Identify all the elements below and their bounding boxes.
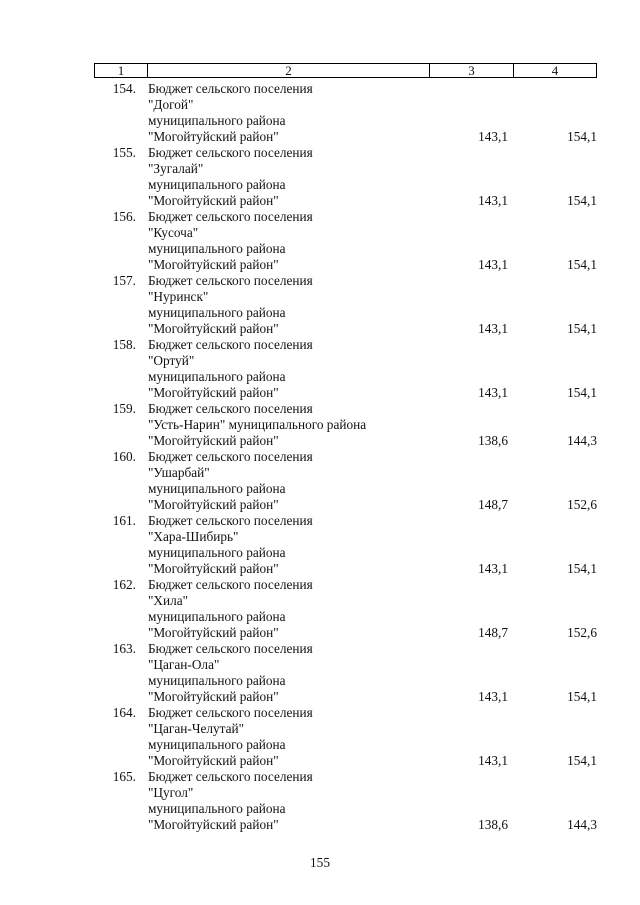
table-row (94, 705, 597, 769)
row-name: Бюджет сельского поселения "Нуринск" муниципального района "Могойтуйский район" (148, 273, 313, 336)
row-value-col3: 143,1 (478, 321, 508, 336)
row-number: 163. (112, 641, 136, 656)
table-row (94, 81, 597, 145)
table-row (94, 145, 597, 209)
row-number: 159. (112, 401, 136, 416)
row-name: Бюджет сельского поселения "Ушарбай" муниципального района "Могойтуйский район" (148, 449, 313, 512)
row-value-col3: 138,6 (478, 817, 508, 832)
table-row (94, 337, 597, 401)
row-number: 162. (112, 577, 136, 592)
row-name: Бюджет сельского поселения "Цаган-Челутай" муниципального района "Могойтуйский район" (148, 705, 313, 768)
row-value-col4: 154,1 (567, 257, 597, 272)
row-value-col3: 143,1 (478, 753, 508, 768)
table-row (94, 513, 597, 577)
row-number: 157. (112, 273, 136, 288)
row-number: 154. (112, 81, 136, 96)
row-value-col4: 154,1 (567, 689, 597, 704)
row-name: Бюджет сельского поселения "Ортуй" муниципального района "Могойтуйский район" (148, 337, 313, 400)
row-name: Бюджет сельского поселения "Догой" муниципального района "Могойтуйский район" (148, 81, 313, 144)
row-value-col3: 143,1 (478, 561, 508, 576)
page-number: 155 (310, 855, 330, 870)
table-row (94, 449, 597, 513)
row-number: 156. (112, 209, 136, 224)
row-value-col4: 144,3 (567, 817, 597, 832)
row-name: Бюджет сельского поселения "Цугол" муниципального района "Могойтуйский район" (148, 769, 313, 832)
table-header (94, 63, 597, 78)
table-row (94, 401, 597, 449)
table-row (94, 209, 597, 273)
row-value-col4: 152,6 (567, 497, 597, 512)
row-name: Бюджет сельского поселения "Хара-Шибирь" муниципального района "Могойтуйский район" (148, 513, 313, 576)
table-body (94, 81, 597, 833)
table-row (94, 769, 597, 833)
header-col-3: 3 (429, 64, 513, 77)
row-name: Бюджет сельского поселения "Кусоча" муниципального района "Могойтуйский район" (148, 209, 313, 272)
row-value-col3: 143,1 (478, 129, 508, 144)
row-value-col4: 152,6 (567, 625, 597, 640)
row-number: 155. (112, 145, 136, 160)
header-col-4: 4 (513, 64, 596, 77)
row-value-col3: 138,6 (478, 433, 508, 448)
row-value-col4: 154,1 (567, 321, 597, 336)
row-value-col3: 143,1 (478, 257, 508, 272)
row-value-col4: 154,1 (567, 129, 597, 144)
row-number: 165. (112, 769, 136, 784)
table-row (94, 577, 597, 641)
row-value-col4: 154,1 (567, 561, 597, 576)
row-name: Бюджет сельского поселения "Цаган-Ола" муниципального района "Могойтуйский район" (148, 641, 313, 704)
row-value-col4: 154,1 (567, 385, 597, 400)
table-row (94, 641, 597, 705)
row-value-col3: 148,7 (478, 625, 508, 640)
row-number: 161. (112, 513, 136, 528)
table-row (94, 273, 597, 337)
header-col-2: 2 (147, 64, 429, 77)
header-col-1: 1 (117, 63, 125, 78)
row-name: Бюджет сельского поселения "Зугалай" муниципального района "Могойтуйский район" (148, 145, 313, 208)
row-number: 160. (112, 449, 136, 464)
row-value-col3: 143,1 (478, 385, 508, 400)
row-value-col3: 148,7 (478, 497, 508, 512)
row-value-col4: 154,1 (567, 753, 597, 768)
row-value-col4: 154,1 (567, 193, 597, 208)
row-value-col3: 143,1 (478, 193, 508, 208)
row-name: Бюджет сельского поселения "Усть-Нарин" муниципального района "Могойтуйский район" (148, 401, 367, 448)
row-number: 158. (112, 337, 136, 352)
row-value-col4: 144,3 (567, 433, 597, 448)
row-name: Бюджет сельского поселения "Хила" муниципального района "Могойтуйский район" (148, 577, 313, 640)
row-number: 164. (112, 705, 136, 720)
row-value-col3: 143,1 (478, 689, 508, 704)
